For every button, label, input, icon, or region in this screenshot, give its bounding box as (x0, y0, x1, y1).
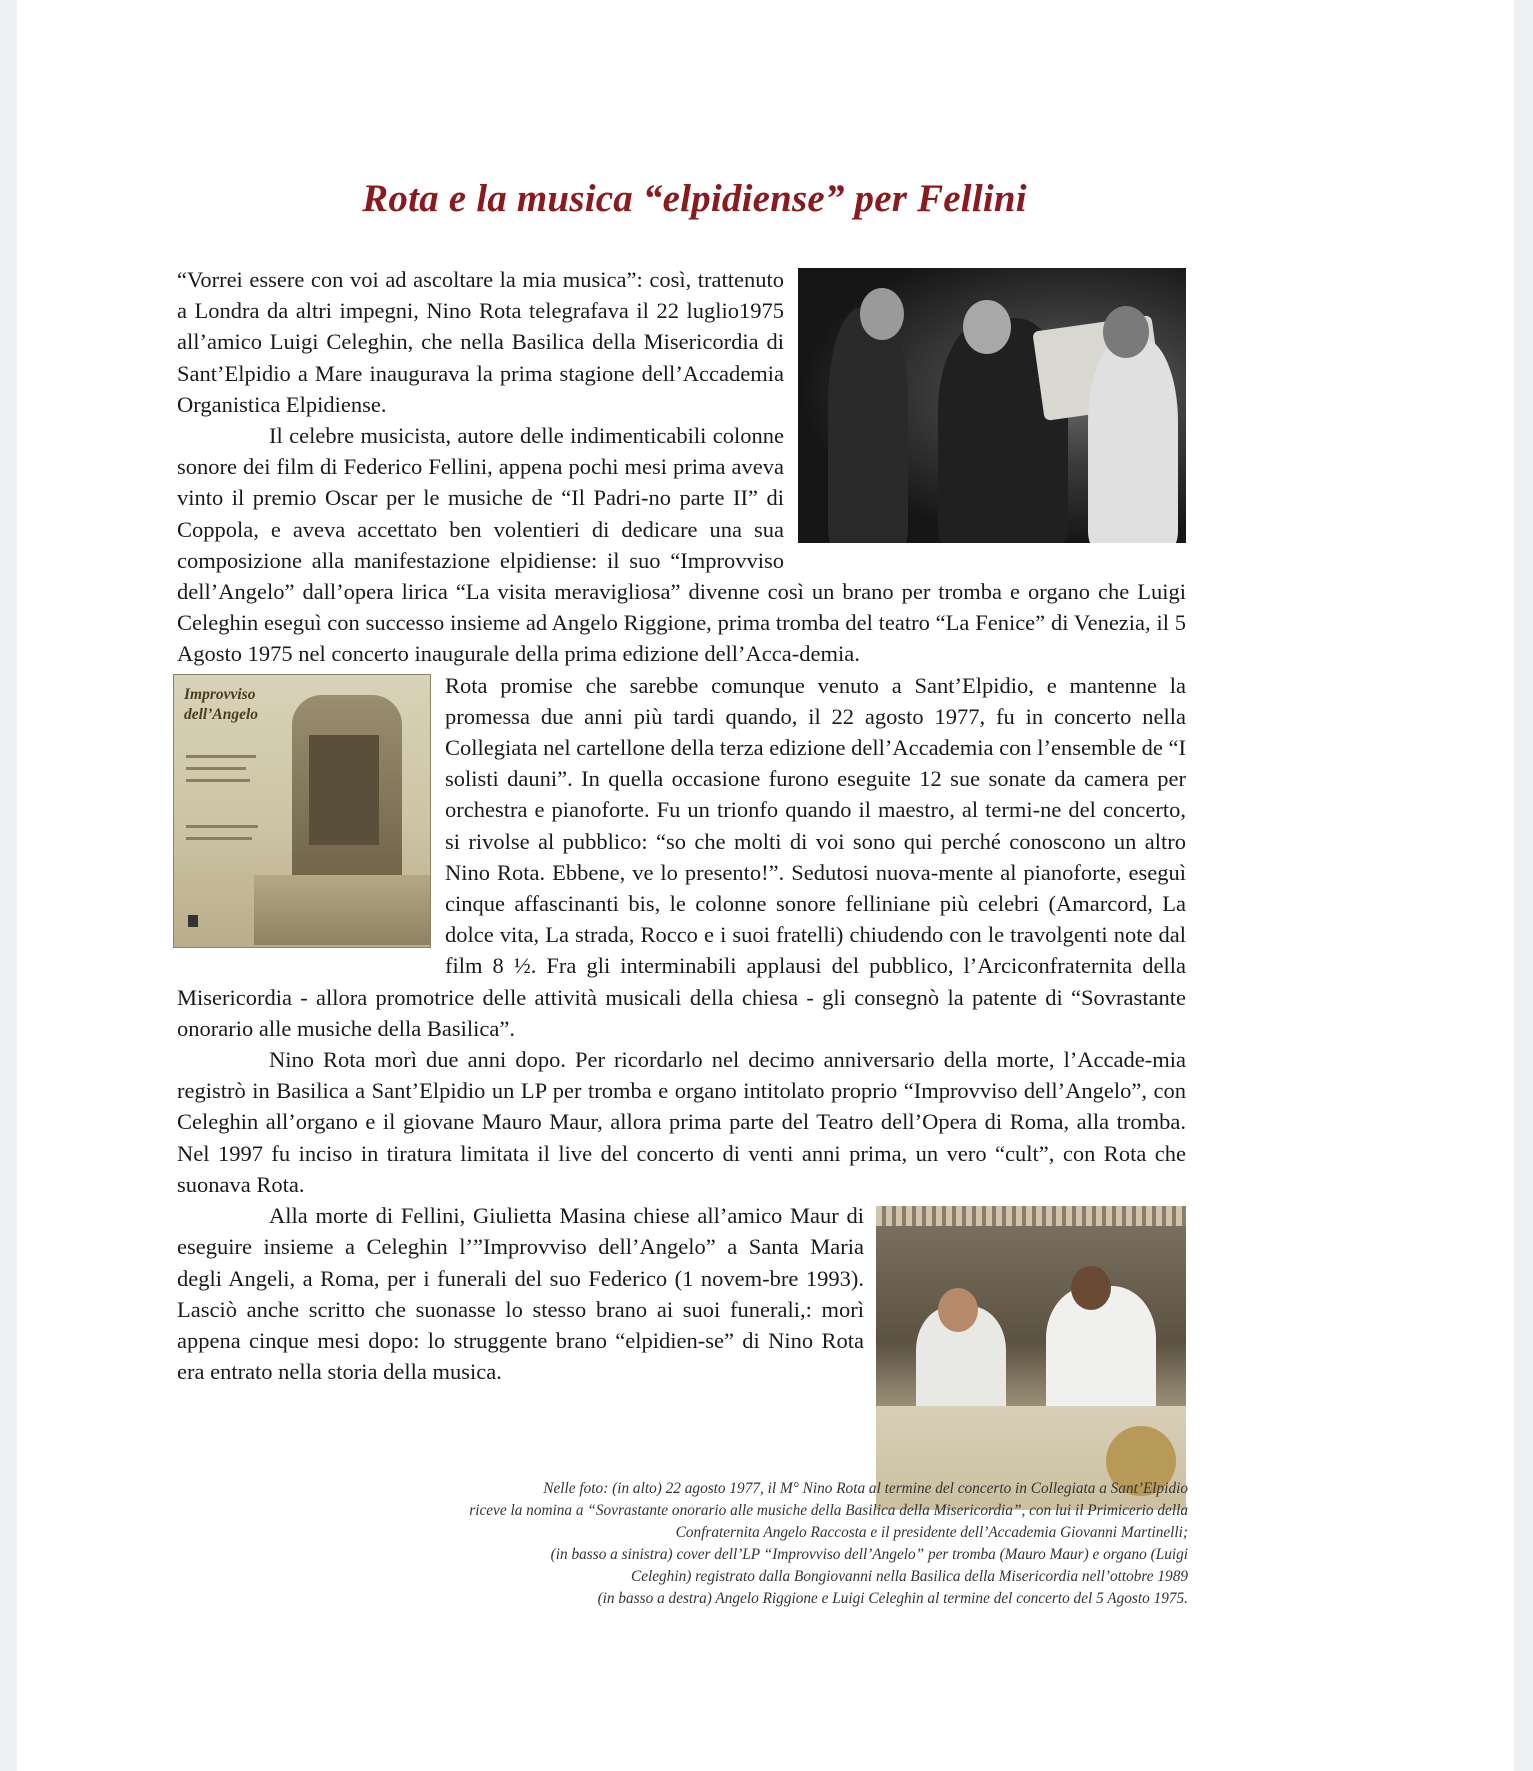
paragraph-1: “Vorrei essere con voi ad ascoltare la mia musica”: così, trattenuto a Londra da altri impegni, Nino Rota telegrafava il 22 luglio1975 all’amico Luigi Celeghin, che nella Basilica della Misericordia di Sant’Elpidio a Mare inaugurava la prima stagione dell’Accademia Organistica Elpidiense. (177, 267, 784, 417)
caption-line: (in basso a destra) Angelo Riggione e Luigi Celeghin al termine del concerto del 5 Agosto 1975. (597, 1589, 1188, 1607)
paragraph-2: Il celebre musicista, autore delle indimenticabili colonne sonore dei film di Federico Fellini, appena pochi mesi prima aveva vinto il premio Oscar per le musiche de “Il Padri-no parte II” di Coppola, e aveva accettato ben volentieri di dedicare una sua composizione alla manifestazione elpidiense: il suo “Improvviso dell’Angelo” dall’opera lirica “La visita meravigliosa” divenne così un brano per tromba e organo che Luigi Celeghin eseguì con successo insieme ad Angelo Riggione, prima tromba del teatro “La Fenice” di Venezia, il 5 Agosto 1975 nel concerto inaugurale della prima edizione dell’Acca-demia. (177, 423, 1186, 667)
lp-cover-title: Improvviso dell’Angelo (184, 685, 259, 723)
caption-line: riceve la nomina a “Sovrastante onorario alle musiche della Basilica della Misericordia”, con lui il Primicerio della (469, 1501, 1188, 1519)
photo-riggione-celeghin (876, 1206, 1186, 1510)
photo-rota-award (798, 268, 1186, 543)
caption-line: Confraternita Angelo Raccosta e il presidente dell’Accademia Giovanni Martinelli; (675, 1523, 1188, 1541)
photo-caption (237, 1478, 1188, 1609)
page (17, 0, 1514, 1771)
paragraph-3: Rota promise che sarebbe comunque venuto a Sant’Elpidio, e mantenne la promessa due anni più tardi quando, il 22 agosto 1977, fu in concerto nella Collegiata nel cartellone della terza edizione dell’Accademia con l’ensemble de “I solisti dauni”. In quella occasione furono eseguite 12 sue sonate da camera per orchestra e pianoforte. Fu un trionfo quando il maestro, al termi-ne del concerto, si rivolse al pubblico: “so che molti di voi sono qui perché conoscono un altro Nino Rota. Ebbene, ve lo presento!”. Sedutosi nuova-mente al pianoforte, eseguì cinque affascinanti bis, le colonne sonore felliniane più celebri (Amarcord, La dolce vita, La strada, Rocco e i suoi fratelli) chiudendo con le travolgenti note dal film 8 ½. Fra gli interminabili applausi del pubblico, l’Arciconfraternita della Misericordia - allora promotrice delle attività musicali della chiesa - gli consegnò la patente di “Sovrastante onorario alle musiche della Basilica”. (177, 672, 1186, 1041)
paragraph-5: Alla morte di Fellini, Giulietta Masina chiese all’amico Maur di eseguire insieme a Celeghin l’”Improvviso dell’Angelo” a Santa Maria degli Angeli, a Roma, per i funerali del suo Federico (1 novem-bre 1993). Lasciò anche scritto che suonasse lo stesso brano ai suoi funerali,: morì appena cinque mesi dopo: lo struggente brano “elpidien-se” di Nino Rota era entrato nella storia della musica. (177, 1203, 864, 1385)
article-title: Rota e la musica “elpidiense” per Fellini (362, 177, 1027, 220)
lp-cover-image (173, 674, 431, 948)
caption-line: Celeghin) registrato dalla Bongiovanni nella Basilica della Misericordia nell’ottobre 1989 (631, 1567, 1188, 1585)
article-body (177, 264, 1186, 1514)
paragraph-4: Nino Rota morì due anni dopo. Per ricordarlo nel decimo anniversario della morte, l’Accade-mia registrò in Basilica a Sant’Elpidio un LP per tromba e organo intitolato proprio “Improvviso dell’Angelo”, con Celeghin all’organo e il giovane Mauro Maur, allora prima parte del Teatro dell’Opera di Roma, alla tromba. Nel 1997 fu inciso in tiratura limitata il live del concerto di venti anni prima, un vero “cult”, con Rota che suonava Rota. (177, 1047, 1186, 1197)
caption-line: (in basso a sinistra) cover dell’LP “Improvviso dell’Angelo” per tromba (Mauro Maur) e organo (Luigi (550, 1545, 1188, 1563)
caption-line: Nelle foto: (in alto) 22 agosto 1977, il M° Nino Rota al termine del concerto in Collegiata a Sant’Elpidio (543, 1480, 1188, 1497)
